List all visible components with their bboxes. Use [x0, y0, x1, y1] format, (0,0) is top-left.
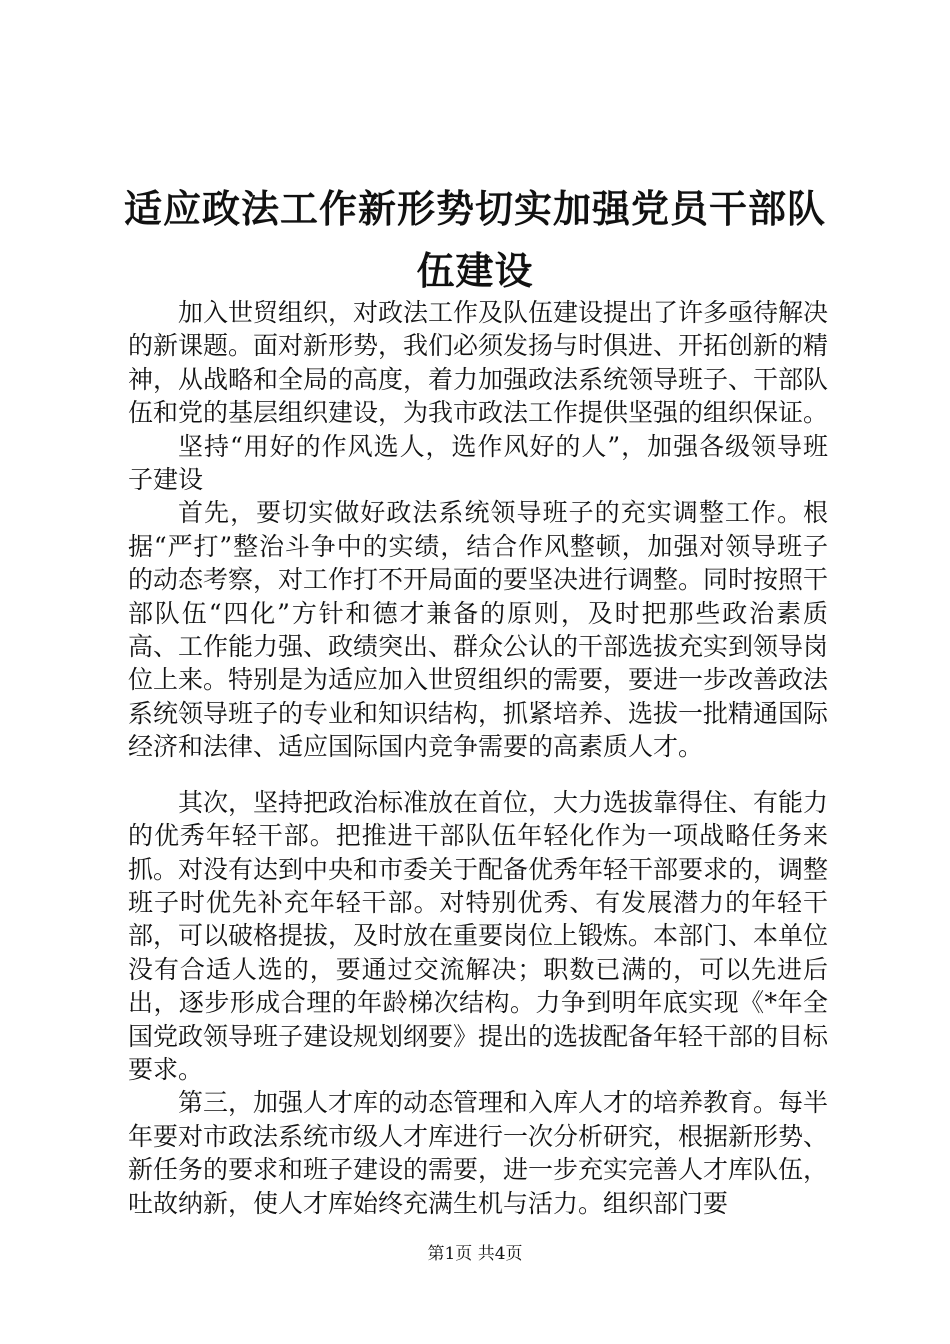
page-footer: 第1页 共4页 — [427, 1244, 523, 1264]
paragraph-section-heading: 坚持“用好的作风选人，选作风好的人”，加强各级领导班子建设 — [128, 431, 828, 495]
paragraph-first: 首先，要切实做好政法系统领导班子的充实调整工作。根据“严打”整治斗争中的实绩，结合作风整顿，加强对领导班子的动态考察，对工作打不开局面的要坚决进行调整。同时按照干部队伍“四化”方针和德才兼备的原则，及时把那些政治素质高、工作能力强、政绩突出、群众公认的干部选拔充实到领导岗位上来。特别是为适应加入世贸组织的需要，要进一步改善政法系统领导班子的专业和知识结构，抓紧培养、选拔一批精通国际经济和法律、适应国际国内竞争需要的高素质人才。 — [128, 498, 829, 762]
document-title: 适应政法工作新形势切实加强党员干部队伍建设 — [123, 186, 826, 293]
paragraph-second: 其次，坚持把政治标准放在首位，大力选拔靠得住、有能力的优秀年轻干部。把推进干部队伍年轻化作为一项战略任务来抓。对没有达到中央和市委关于配备优秀年轻干部要求的，调整班子时优先补充年轻干部。对特别优秀、有发展潜力的年轻干部，可以破格提拔，及时放在重要岗位上锻炼。本部门、本单位没有合适人选的，要通过交流解决；职数已满的，可以先进后出，逐步形成合理的年龄梯次结构。力争到明年底实现《*年全国党政领导班子建设规划纲要》提出的选拔配备年轻干部的目标要求。 — [128, 787, 829, 1084]
document-body — [128, 296, 828, 1220]
paragraph-third: 第三，加强人才库的动态管理和入库人才的培养教育。每半年要对市政法系统市级人才库进行一次分析研究，根据新形势、新任务的要求和班子建设的需要，进一步充实完善人才库队伍，吐故纳新，使人才库始终充满生机与活力。组织部门要 — [128, 1088, 829, 1218]
paragraph-intro: 加入世贸组织，对政法工作及队伍建设提出了许多亟待解决的新课题。面对新形势，我们必须发扬与时俱进、开拓创新的精神，从战略和全局的高度，着力加强政法系统领导班子、干部队伍和党的基层组织建设，为我市政法工作提供坚强的组织保证。 — [128, 298, 829, 428]
